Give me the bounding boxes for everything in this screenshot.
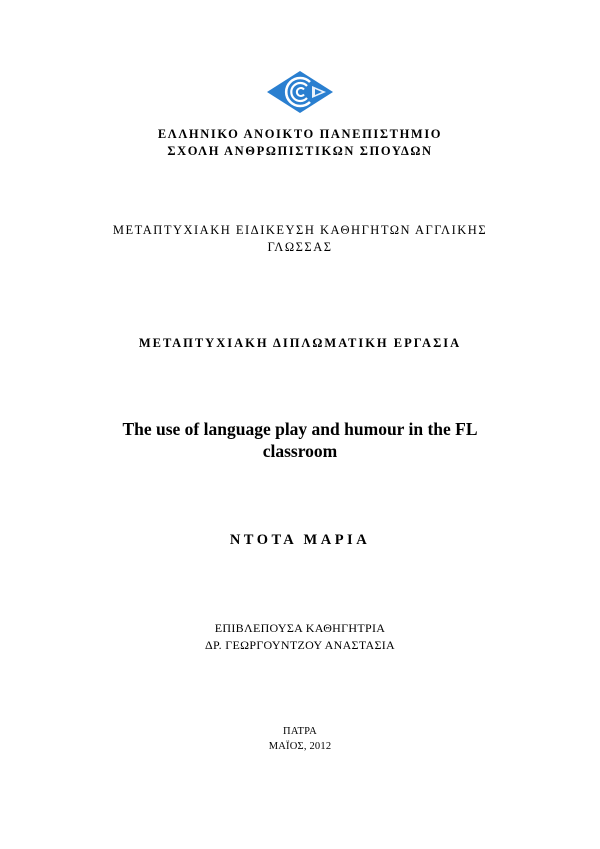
thesis-title-line-2: classroom bbox=[262, 441, 338, 461]
author bbox=[0, 531, 600, 549]
university-logo-icon bbox=[266, 70, 334, 114]
supervisor-name: ΔΡ. ΓΕΩΡΓΟΥΝΤΖΟΥ ΑΝΑΣΤΑΣΙΑ bbox=[204, 638, 396, 652]
university-name: ΕΛΛΗΝΙΚΟ ΑΝΟΙΚΤΟ ΠΑΝΕΠΙΣΤΗΜΙΟ bbox=[157, 127, 443, 141]
place-and-date bbox=[0, 724, 600, 754]
supervisor bbox=[0, 620, 600, 654]
specialization-heading bbox=[0, 222, 600, 256]
author-name: ΝΤΟΤΑ ΜΑΡΙΑ bbox=[229, 532, 371, 548]
thesis-type bbox=[0, 335, 600, 352]
university-heading bbox=[0, 126, 600, 160]
specialization-line-2: ΓΛΩΣΣΑΣ bbox=[267, 240, 333, 254]
place-date: ΜΑΪΟΣ, 2012 bbox=[268, 741, 332, 752]
thesis-type-text: ΜΕΤΑΠΤΥΧΙΑΚΗ ΔΙΠΛΩΜΑΤΙΚΗ ΕΡΓΑΣΙΑ bbox=[138, 336, 462, 350]
thesis-title bbox=[0, 418, 600, 462]
supervisor-role: ΕΠΙΒΛΕΠΟΥΣΑ ΚΑΘΗΓΗΤΡΙΑ bbox=[214, 621, 386, 635]
school-name: ΣΧΟΛΗ ΑΝΘΡΩΠΙΣΤΙΚΩΝ ΣΠΟΥΔΩΝ bbox=[167, 144, 433, 158]
specialization-line-1: ΜΕΤΑΠΤΥΧΙΑΚΗ ΕΙΔΙΚΕΥΣΗ ΚΑΘΗΓΗΤΩΝ ΑΓΓΛΙΚΗΣ bbox=[112, 223, 488, 237]
place-city: ΠΑΤΡΑ bbox=[283, 726, 317, 737]
thesis-title-line-1: The use of language play and humour in the FL bbox=[122, 419, 478, 439]
